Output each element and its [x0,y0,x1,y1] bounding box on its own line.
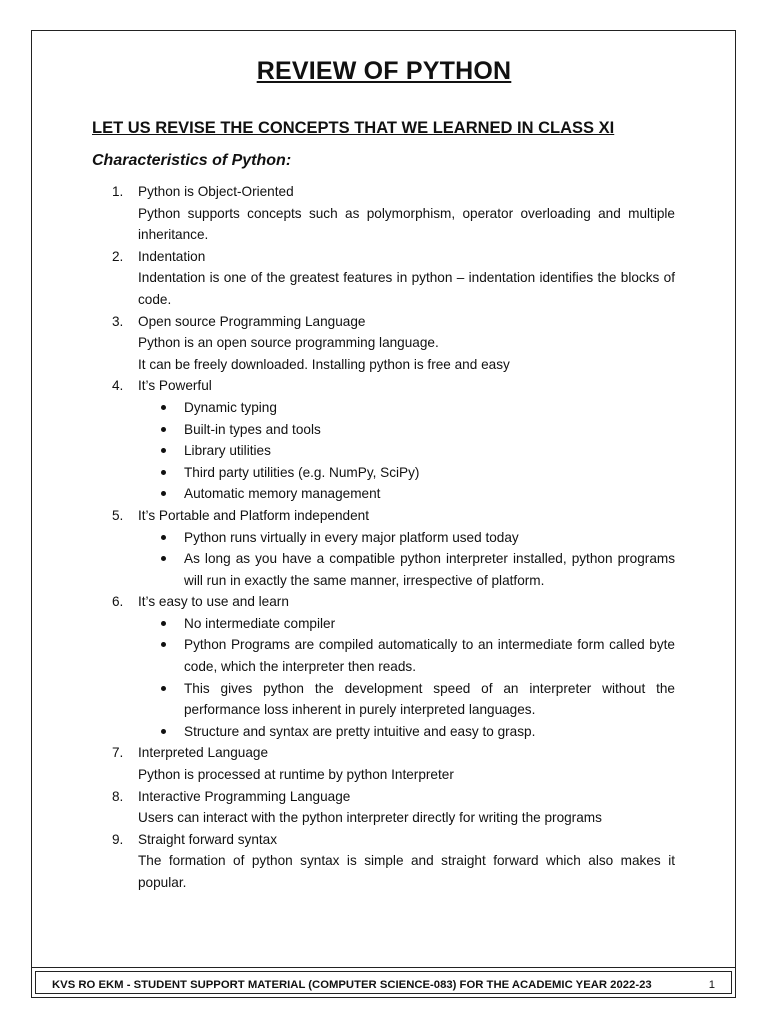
bullet-icon [161,535,166,540]
list-item-number: 6. [112,594,124,610]
list-item-title: It’s Portable and Platform independent [138,507,369,523]
bullet-item [138,721,675,743]
list-item [112,591,675,742]
footer-inner-border [35,971,732,994]
bullet-item [138,613,675,635]
bullet-icon [161,405,166,410]
bullet-icon [161,729,166,734]
bullet-text: This gives python the development speed of an interpreter without the performance loss inherent in purely interpreted languages. [184,680,675,718]
list-item [112,246,675,311]
bullet-item [138,440,675,462]
list-item-number: 8. [112,788,124,804]
bullet-text: Third party utilities (e.g. NumPy, SciPy) [184,464,420,480]
list-item-number: 7. [112,745,124,761]
list-item-description: Users can interact with the python interpreter directly for writing the programs [138,810,602,826]
section-heading: Characteristics of Python: [92,152,292,169]
bullet-text: Library utilities [184,443,271,459]
list-item-title: It’s Powerful [138,378,212,394]
bullet-text: Python runs virtually in every major platform used today [184,529,519,545]
bullet-text: Automatic memory management [184,486,381,502]
footer [31,967,736,998]
list-item [112,742,675,785]
list-item-title: Straight forward syntax [138,831,278,847]
list-item-description: Python supports concepts such as polymorphism, operator overloading and multiple inheritance. [138,205,675,243]
list-item-description: The formation of python syntax is simple and straight forward which also makes it popular. [138,853,675,890]
bullet-icon [161,448,166,453]
page-title: REVIEW OF PYTHON [256,57,512,85]
list-item-number: 9. [112,831,124,847]
bullet-icon [161,686,166,691]
bullet-icon [161,427,166,432]
list-item-title: Indentation [138,248,206,264]
footer-text: KVS RO EKM - STUDENT SUPPORT MATERIAL (COMPUTER SCIENCE-083) FOR THE ACADEMIC YEAR 2022-23 [52,979,652,991]
bullet-list [138,527,675,592]
bullet-item [138,634,675,677]
list-item-number: 4. [112,378,124,394]
bullet-item [138,548,675,591]
list-item-number: 1. [112,184,124,199]
page-subtitle: LET US REVISE THE CONCEPTS THAT WE LEARNED IN CLASS XI [92,119,615,137]
bullet-icon [161,491,166,496]
list-item-description: Python is processed at runtime by python Interpreter [138,767,454,783]
bullet-icon [161,556,166,561]
list-item-number: 2. [112,248,124,264]
bullet-item [138,483,675,505]
bullet-text: Built-in types and tools [184,421,321,437]
bullet-icon [161,642,166,647]
list-item [112,375,675,505]
bullet-item [138,397,675,419]
bullet-text: No intermediate compiler [184,615,336,631]
list-item-title: It’s easy to use and learn [138,594,289,610]
list-item [112,829,675,894]
list-item [112,181,675,246]
list-item [112,311,675,376]
bullet-item [138,527,675,549]
bullet-icon [161,621,166,626]
bullet-item [138,678,675,721]
list-item-title: Python is Object-Oriented [138,184,294,199]
bullet-list [138,613,675,743]
bullet-text: Dynamic typing [184,399,277,415]
bullet-list [138,397,675,505]
list-item-description: Python is an open source programming language. [138,335,439,351]
list-item [112,505,675,591]
characteristics-list [112,181,675,894]
bullet-item [138,462,675,484]
list-item-number: 3. [112,313,124,329]
bullet-text: Structure and syntax are pretty intuitive and easy to grasp. [184,723,536,739]
list-item-description: Indentation is one of the greatest features in python – indentation identifies the blocks of code. [138,270,675,307]
bullet-text: As long as you have a compatible python interpreter installed, python programs will run in exactly the same manner, irrespective of platform. [184,551,675,588]
list-item-title: Interpreted Language [138,745,269,761]
list-item-description: It can be freely downloaded. Installing python is free and easy [138,356,510,372]
list-item-title: Interactive Programming Language [138,788,351,804]
bullet-icon [161,470,166,475]
bullet-item [138,419,675,441]
bullet-text: Python Programs are compiled automatically to an intermediate form called byte code, which the interpreter then reads. [184,637,675,675]
list-item-number: 5. [112,507,124,523]
characteristics-content [112,181,675,894]
list-item [112,786,675,829]
page-number: 1 [708,979,715,991]
list-item-title: Open source Programming Language [138,313,366,329]
